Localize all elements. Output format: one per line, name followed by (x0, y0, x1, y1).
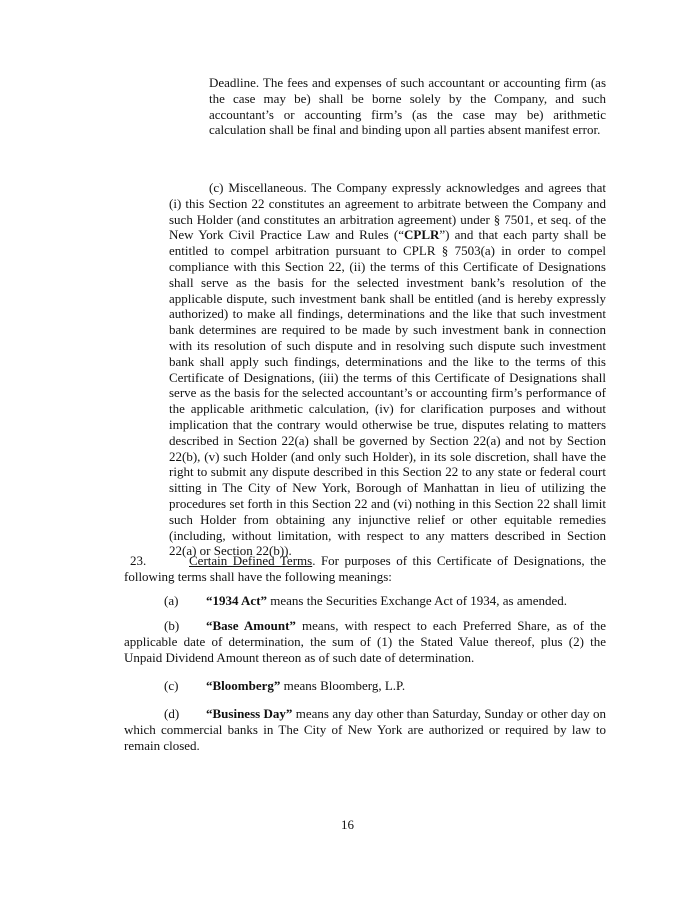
definition-term: “Business Day” (206, 706, 293, 721)
definition-text: means, with respect to each Preferred Share, as of the applicable date of determination, the sum of (1) the Stated Value thereof, plus (2) the Unpaid Dividend Amount thereon as of such date of determination. (124, 618, 606, 665)
paragraph-miscellaneous (169, 180, 606, 559)
paragraph-deadline: Deadline. The fees and expenses of such accountant or accounting firm (as the case may be) shall be borne solely by the Company, and such accountant’s or accounting firm’s (as the case may be) arithmetic calculation shall be final and binding upon all parties absent manifest error. (209, 75, 606, 138)
definition-1934-act (124, 593, 606, 609)
section-23 (124, 553, 606, 585)
misc-text-part2: ”) and that each party shall be entitled to compel arbitration pursuant to CPLR § 7503(a) in order to compel compliance with this Section 22, (ii) the terms of this Certificate of Designations shall serve as the basis for the selected investment bank’s resolution of the applicable dispute, such investment bank shall be entitled (and is hereby expressly authorized) to make all findings, determinations and the like that such investment bank determines are required to be made by such investment bank in connection with its resolution of such dispute and in resolving such dispute such investment bank shall apply such findings, determinations and the like to the terms of this Certificate of Designations, (iii) the terms of this Certificate of Designations shall serve as the basis for the selected accountant’s or accounting firm’s performance of the applicable arithmetic calculation, (iv) for clarification purposes and without implication that the contrary would otherwise be true, disputes relating to matters described in Section 22(a) shall be governed by Section 22(a) and not by Section 22(b), (v) such Holder (and only such Holder), in its sole discretion, shall have the right to submit any dispute described in this Section 22 to any state or federal court sitting in The City of New York, Borough of Manhattan in lieu of utilizing the procedures set forth in this Section 22 and (vi) nothing in this Section 22 shall limit such Holder from obtaining any injunctive relief or other equitable remedies (including, without limitation, with respect to any matters described in Section 22(a) or Section 22(b)). (169, 227, 606, 559)
cplr-term: CPLR (403, 227, 440, 243)
definition-text: means Bloomberg, L.P. (280, 678, 406, 693)
definition-text: means any day other than Saturday, Sunday or other day on which commercial banks in The City of New York are authorized or required by law to remain closed. (124, 706, 607, 753)
section-intro: . For purposes of this Certificate of Designations, the following terms shall have the following meanings: (124, 553, 607, 584)
definition-label: (b) (164, 618, 180, 633)
definition-term: “1934 Act” (206, 593, 268, 608)
section-number: 23. (130, 553, 147, 568)
definition-bloomberg (124, 678, 606, 694)
definition-label: (a) (164, 593, 179, 608)
definition-label: (c) (164, 678, 179, 693)
definition-term: “Bloomberg” (206, 678, 281, 693)
definition-base-amount (124, 618, 606, 665)
section-heading: Certain Defined Terms (189, 553, 313, 568)
misc-text-part1: (c) Miscellaneous. The Company expressly acknowledges and agrees that (i) this Section 22 constitutes an agreement to arbitrate between the Company and such Holder (and constitutes an arbitration agreement) under § 7501, et seq. of the New York Civil Practice Law and Rules (“ (169, 180, 606, 243)
page-number: 16 (341, 817, 354, 832)
definition-term: “Base Amount” (206, 618, 296, 633)
definition-business-day (124, 706, 606, 753)
definition-text: means the Securities Exchange Act of 1934, as amended. (267, 593, 568, 608)
definition-label: (d) (164, 706, 180, 721)
